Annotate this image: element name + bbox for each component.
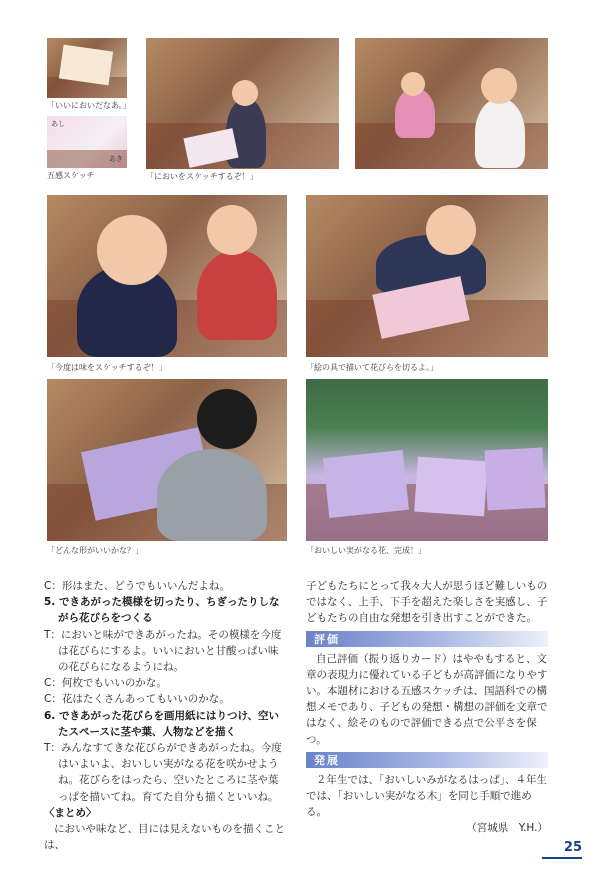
- photo-five-senses-sketch: [47, 116, 127, 168]
- photo-arranging-petals: [47, 379, 287, 541]
- step-5: [44, 594, 287, 626]
- dialog-t2: T：みんなすてきな花びらができあがったね。今度はいよいよ、おいしい実がなる花を咲かせようね。花びらをはったら、空いたところに茎や葉っぱを描いてね。育てた自分も描くといいね。: [44, 742, 282, 803]
- dialog-t1: T：においと味ができあがったね。その模様を今度は花びらにするよ。いいにおいと甘酸っぱい味の花びらになるようにね。: [44, 628, 282, 674]
- sketch-text-a: あし: [51, 120, 65, 128]
- page-number-underline: [542, 857, 582, 859]
- caption-photo-2: 五感スケッチ: [47, 171, 95, 180]
- step-5-number: 5.: [44, 596, 56, 609]
- photo-sketching-smell: [146, 38, 339, 169]
- photo-finished-artwork: [306, 379, 548, 541]
- evaluation-text: 自己評価（振り返りカード）はややもすると、文章の表現力に優れている子どもが高評価になりやすい。本題材における五感スケッチは、国語科での構想メモであり、子どもの発想・構想の評価を文章ではなく、絵そのもので評価できる点で公平さを保つ。: [306, 652, 548, 746]
- evaluation-heading-label: 評価: [314, 632, 340, 646]
- sketch-text-b: あき: [109, 155, 123, 163]
- evaluation-heading: [306, 631, 548, 647]
- summary-text: においや味など、目には見えないものを描くことは、: [44, 823, 285, 852]
- caption-photo-3: 「においをスケッチするぞ！」: [146, 172, 258, 181]
- caption-photo-5: 「今度は味をスケッチするぞ！」: [47, 363, 167, 372]
- photo-smelling-box: [47, 38, 127, 98]
- step-6: [44, 708, 287, 740]
- dialog-c2: C：何枚でもいいのかな。: [44, 677, 167, 690]
- dialog-c3: C：花はたくさんあってもいいのかな。: [44, 693, 230, 706]
- intro-text: 子どもたちにとって我々大人が思うほど難しいものではなく、上手、下手を超えた楽しさを実感し、子どもたちの自由な発想を引き出すことができた。: [306, 580, 548, 625]
- caption-photo-1: 「いいにおいだなあ。」: [47, 101, 131, 110]
- photo-tasting: [47, 195, 287, 357]
- development-heading-label: 発展: [314, 753, 340, 767]
- development-heading: [306, 752, 548, 768]
- page-number: 25: [563, 840, 582, 855]
- signature: （宮城県 Y.H.）: [466, 822, 548, 835]
- left-text-column: [44, 578, 287, 853]
- caption-photo-6: 「絵の具で描いて花びらを切るよ。」: [306, 363, 438, 372]
- dialog-c1: C：形はまた、どうでもいいんだよね。: [44, 580, 230, 592]
- photo-cutting-petals: [306, 195, 548, 357]
- caption-photo-7: 「どんな形がいいかな？」: [47, 546, 143, 555]
- photo-girls-laughing: [355, 38, 548, 169]
- step-6-text: できあがった花びらを画用紙にはりつけ、空いたスペースに茎や葉、人物などを描く: [58, 709, 280, 738]
- step-6-number: 6.: [44, 709, 56, 722]
- summary-heading: 〈まとめ〉: [44, 806, 97, 819]
- development-text: ２年生では、「おいしいみがなるはっぱ」、４年生では、「おいしい実がなる木」を同じ手順で進める。: [306, 773, 547, 819]
- step-5-text: できあがった模様を切ったり、ちぎったりしながら花びらをつくる: [58, 596, 280, 625]
- right-text-column: [306, 578, 548, 837]
- caption-photo-8: 「おいしい実がなる花、完成！」: [306, 546, 426, 555]
